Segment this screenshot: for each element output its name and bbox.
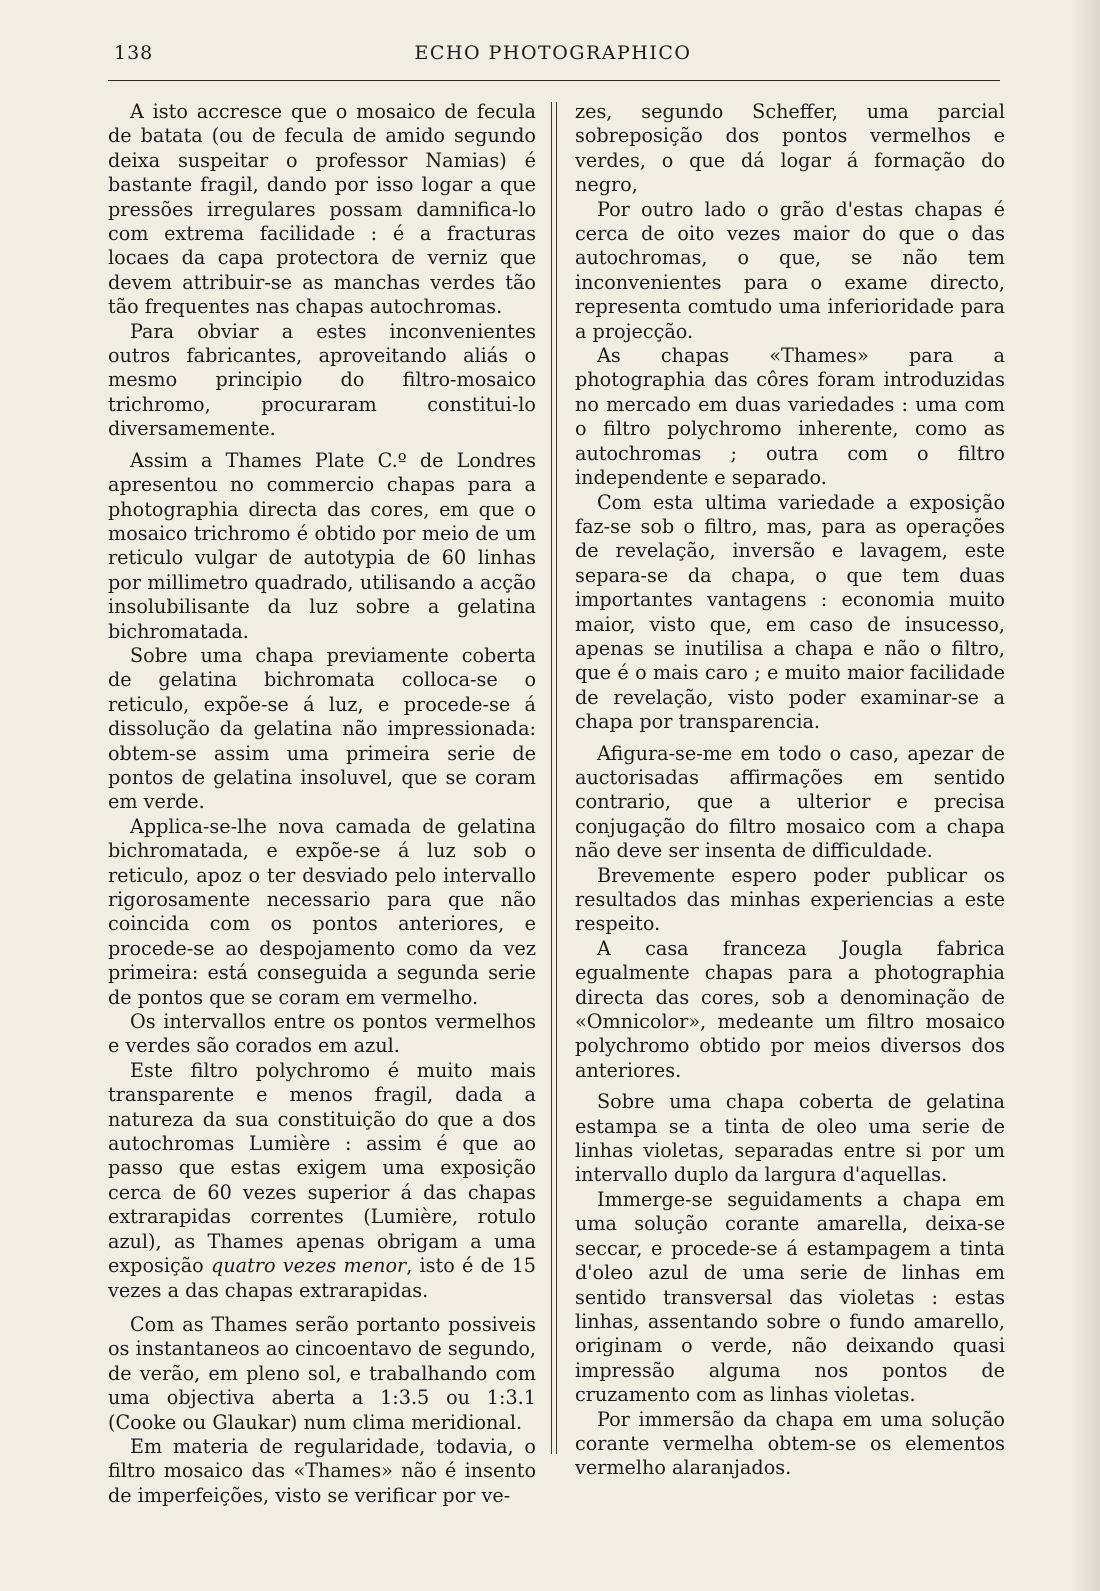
paragraph: Com as Thames serão portanto possiveis os instantaneos ao cincoentavo de segundo, de verão, em pleno sol, e trabalhando com uma objectiva aberta a 1:3.5 ou 1:3.1 (Cooke ou Glaukar) num clima meridional. bbox=[108, 1312, 536, 1434]
paragraph: Com esta ultima variedade a exposição faz-se sob o filtro, mas, para as operações de revelação, inversão e lavagem, este separa-se da chapa, o que tem duas importantes vantagens : economia muito maior, visto que, em caso de insucesso, apenas se inutilisa a chapa e não o filtro, que é o mais caro ; e muito maior facilidade de revelação, visto poder examinar-se a chapa por transparencia. bbox=[575, 490, 1005, 734]
paragraph: Para obviar a estes inconvenientes outros fabricantes, aproveitando aliás o mesmo principio do filtro-mosaico trichromo, procuraram constitui-lo diversamemente. bbox=[108, 319, 536, 441]
paragraph: Immerge-se seguidaments a chapa em uma solução corante amarella, deixa-se seccar, e procede-se á estampagem a tinta d'oleo azul de uma serie de linhas em sentido transversal das violetas : estas linhas, assentando sobre o fundo amarello, originam o verde, não deixando quasi impressão alguma nos pontos de cruzamento com as linhas violetas. bbox=[575, 1187, 1005, 1407]
paragraph bbox=[108, 1059, 536, 1303]
emphasis-text: quatro vezes menor bbox=[211, 1254, 407, 1278]
paragraph: Por outro lado o grão d'estas chapas é cerca de oito vezes maior do que o das autochromas, o que, se não tem inconvenientes para o exame directo, representa comtudo uma inferioridade para a projecção. bbox=[575, 197, 1005, 343]
paragraph: A isto accresce que o mosaico de fecula de batata (ou de fecula de amido segundo deixa suspeitar o professor Namias) é bastante fragil, dando por isso logar a que pressões irregulares possam damnifica-lo com extrema facilidade : é a fracturas locaes da capa protectora de verniz que devem attribuir-se as manchas verdes tão tão frequentes nas chapas autochromas. bbox=[108, 100, 536, 319]
journal-title: ECHO PHOTOGRAPHICO bbox=[414, 42, 692, 64]
paragraph: Por immersão da chapa em uma solução corante vermelha obtem-se os elementos vermelho alaranjados. bbox=[575, 1407, 1005, 1480]
paragraph: As chapas «Thames» para a photographia das côres foram introduzidas no mercado em duas variedades : uma com o filtro polychromo inherente, como as autochromas ; outra com o filtro independente e separado. bbox=[575, 344, 1005, 490]
page-edge-shadow bbox=[1072, 0, 1100, 1591]
paragraph: Afigura-se-me em todo o caso, apezar de auctorisadas affirmações em sentido contrario, que a ulterior e precisa conjugação do filtro mosaico com a chapa não deve ser insenta de difficuldade. bbox=[575, 741, 1005, 863]
column-divider bbox=[551, 102, 557, 1454]
page-number: 138 bbox=[114, 42, 154, 64]
running-head bbox=[108, 38, 998, 68]
paragraph-text: Este filtro polychromo é muito mais transparente e menos fragil, dada a natureza da sua constituição do que a dos autochromas Lumière : assim é que ao passo que estas exigem uma exposição cerca de 60 vezes superior á das chapas extrarapidas correntes (Lumière, rotulo azul), as Thames apenas obrigam a uma exposição bbox=[108, 1058, 536, 1278]
paragraph: Applica-se-lhe nova camada de gelatina bichromatada, e expõe-se á luz sob o reticulo, apoz o ter desviado pelo intervallo rigorosamente necessario para que não coincida com os pontos anteriores, e procede-se ao despojamento como da vez primeira: está conseguida a segunda serie de pontos que se coram em vermelho. bbox=[108, 814, 536, 1009]
paragraph: Brevemente espero poder publicar os resultados das minhas experiencias a este respeito. bbox=[575, 863, 1005, 936]
paragraph: Sobre uma chapa coberta de gelatina estampa se a tinta de oleo uma serie de linhas violetas, separadas entre si por um intervallo duplo da largura d'aquellas. bbox=[575, 1090, 1005, 1187]
paragraph: A casa franceza Jougla fabrica egualmente chapas para a photographia directa das cores, sob a denominação de «Omnicolor», medeante um filtro mosaico polychromo obtido por meios diversos dos anteriores. bbox=[575, 936, 1005, 1082]
header-rule bbox=[108, 80, 1000, 81]
paragraph-text: , isto é de 15 vezes a das chapas extrarapidas. bbox=[108, 1254, 536, 1302]
paragraph: Sobre uma chapa previamente coberta de gelatina bichromata colloca-se o reticulo, expõe-se á luz, e procede-se á dissolução da gelatina não impressionada: obtem-se assim uma primeira serie de pontos de gelatina insoluvel, que se coram em verde. bbox=[108, 643, 536, 814]
paragraph: Em materia de regularidade, todavia, o filtro mosaico das «Thames» não é insento de imperfeições, visto se verificar por ve- bbox=[108, 1434, 536, 1507]
paragraph: Os intervallos entre os pontos vermelhos e verdes são corados em azul. bbox=[108, 1010, 536, 1058]
left-column bbox=[108, 100, 536, 1508]
paragraph: zes, segundo Scheffer, uma parcial sobreposição dos pontos vermelhos e verdes, o que dá logar á formação do negro, bbox=[575, 100, 1005, 197]
right-column bbox=[575, 100, 1005, 1481]
paragraph: Assim a Thames Plate C.º de Londres apresentou no commercio chapas para a photographia directa das cores, em que o mosaico trichromo é obtido por meio de um reticulo vulgar de autotypia de 60 linhas por millimetro quadrado, utilisando a acção insolubilisante da luz sobre a gelatina bichromatada. bbox=[108, 448, 536, 643]
